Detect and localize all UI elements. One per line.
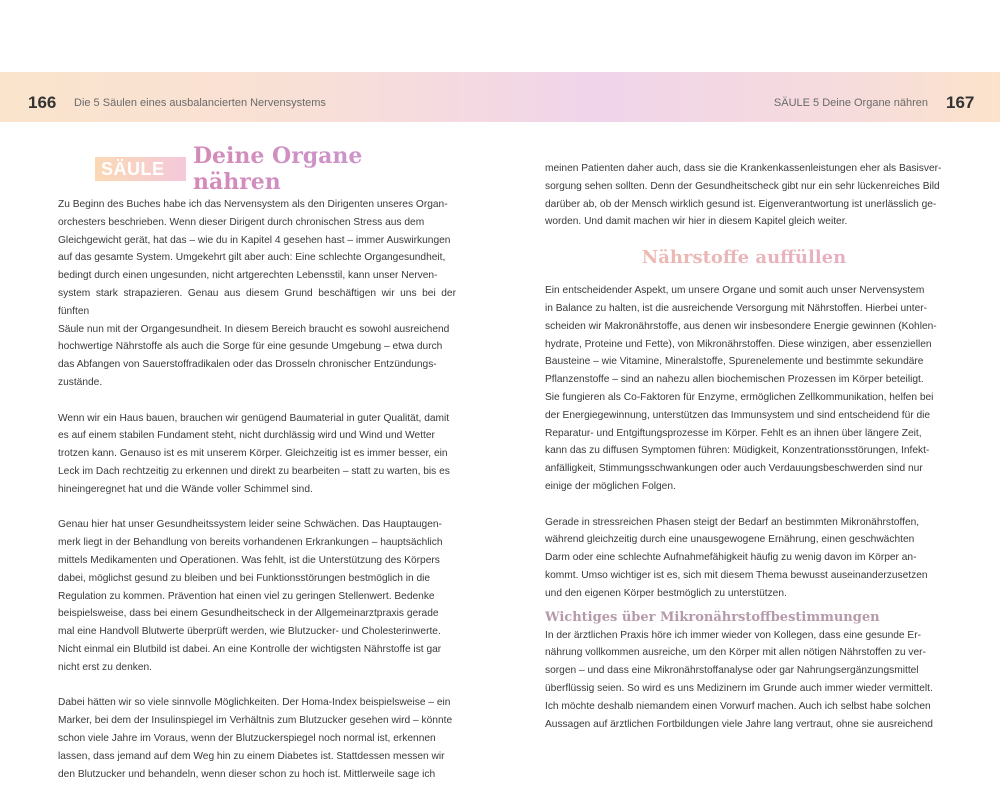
right-page-number: 167 (946, 93, 975, 112)
paragraph: Ein entscheidender Aspekt, um unsere Organe und somit auch unser Nervensystem in Balance zu halten, ist die ausreichende Versorgung mit Nährstoffen. Hierbei unter- scheiden wir Makronährstoffe, aus denen wir insbesondere Energie gewinnen (Kohlen- hydrate, Proteine und Fette), von Mikronährstoffen. Diese winzigen, aber essenziellen Bausteine – wie Vitamine, Mineralstoffe, Spurenelemente und bestimmte sekundäre Pflanzenstoffe – sind an nahezu allen biochemischen Prozessen im Körper beteiligt. Sie fungieren als Co-Faktoren für Enzyme, ermöglichen Zellkommunikation, helfen bei der Energiegewinnung, unterstützen das Immunsystem und sind entscheidend für die Reparatur- und Entgiftungsprozesse im Körper. Fehlt es an ihnen über längere Zeit, kann das zu diffusen Symptomen führen: Müdigkeit, Konzentrationsstörungen, Infekt- anfälligkeit, Stimmungsschwankungen oder auch Verdauungsbeschwerden sind nur einige der möglichen Folgen. (545, 285, 937, 492)
paragraph: Gerade in stressreichen Phasen steigt der Bedarf an bestimmten Mikronährstoffen, während gleichzeitig durch eine unausgewogene Ernährung, einen geschwächten Darm oder eine schlechte Aufnahmefähigkeit häufig zu wenig davon im Körper an- kommt. Umso wichtiger ist es, sich mit diesem Thema bewusst auseinanderzusetzen und den eigenen Körper bestmöglich zu unterstützen. (545, 516, 928, 599)
subsection-title: Wichtiges über Mikronährstoffbestimmungen (545, 609, 880, 625)
right-page-column (545, 160, 943, 733)
left-page-column (58, 143, 456, 783)
paragraph: meinen Patienten daher auch, dass sie die Krankenkassenleistungen eher als Basisver- sorgung sehen sollten. Denn der Gesundheitscheck gibt nur ein sehr lückenreiches Bild darüber ab, ob der Mensch wirklich gesund ist. Eigenverantwortung ist unerlässlich ge- worden. Und damit machen wir hier in diesem Kapitel gleich weiter. (545, 163, 942, 228)
paragraph: In der ärztlichen Praxis höre ich immer wieder von Kollegen, dass eine gesunde Er- nährung vollkommen ausreiche, um den Körper mit allen nötigen Nährstoffen zu ver- sorgen – und dass eine Mikronährstoffanalyse oder gar Nahrungsergänzungsmittel überflüssig seien. So wird es uns Medizinern im Grunde auch immer wieder vermittelt. Ich möchte deshalb niemandem einen Vorwurf machen. Auch ich selbst habe solchen Aussagen auf ärztlichen Fortbildungen viele Jahre lang vertraut, ohne sie ausreichend (545, 629, 933, 730)
chapter-badge: SÄULE 5 (95, 157, 186, 181)
left-page-number: 166 (28, 93, 57, 112)
left-running-title: Die 5 Säulen eines ausbalancierten Nervensystems (74, 97, 326, 109)
paragraph: Wenn wir ein Haus bauen, brauchen wir genügend Baumaterial in guter Qualität, damit es auf einem stabilen Fundament steht, nicht durchlässig wird und Wind und Wetter trotzen kann. Genauso ist es mit unserem Körper. Gleichzeitig ist es immer besser, ein Leck im Dach rechtzeitig zu erkennen und direkt zu bearbeiten – statt zu warten, bis es hineingeregnet hat und die Wände voller Schimmel sind. (58, 412, 450, 495)
right-running-title: SÄULE 5 Deine Organe nähren (773, 97, 928, 109)
paragraph: Genau hier hat unser Gesundheitssystem leider seine Schwächen. Das Hauptaugen- merk liegt in der Behandlung von bereits vorhandenen Erkrankungen – hauptsächlich mittels Medikamenten und Operationen. Was fehlt, ist die Unterstützung des Körpers dabei, möglichst gesund zu bleiben und bei Funktionsstörungen bestmöglich in die Regulation zu kommen. Prävention hat einen viel zu geringen Stellenwert. Bedenke beispielsweise, dass bei einem Gesundheitscheck in der Allgemeinarztpraxis gerade mal eine Handvoll Blutwerte überprüft werden, wie Blutzucker- und Cholesterinwerte. Nicht einmal ein Blutbild ist dabei. An eine Kontrolle der wichtigsten Nährstoffe ist gar nicht erst zu denken. (58, 519, 443, 673)
paragraph: Dabei hätten wir so viele sinnvolle Möglichkeiten. Der Homa-Index beispielsweise – ein Marker, bei dem der Insulinspiegel im Verhältnis zum Blutzucker gesehen wird – könnte schon viele Jahre im Voraus, wenn der Blutzuckerspiegel noch normal ist, erkennen lassen, dass jemand auf dem Weg hin zu einem Diabetes ist. Stattdessen messen wir den Blutzucker und behandeln, wenn dieser schon zu hoch ist. Mittlerweile sage ich (58, 697, 453, 780)
paragraph: Zu Beginn des Buches habe ich das Nervensystem als den Dirigenten unseres Organ- orchesters beschrieben. Wenn dieser Dirigent durch chronischen Stress aus dem Gleichgewicht gerät, hat das – wie du in Kapitel 4 gesehen hast – immer Auswirkungen auf das gesamte System. Umgekehrt gilt aber auch: Eine schlechte Organgesundheit, bedingt durch einen ungesunden, nicht artgerechten Lebensstil, kann unser Nerven- system stark strapazieren. Genau aus diesem Grund beschäftigen wir uns bei der fünften Säule nun mit der Organgesundheit. In diesem Bereich braucht es sowohl ausreichend hochwertige Nährstoffe als auch die Sorge für eine gesunde Umgebung – etwa durch das Abfangen von Sauerstoffradikalen oder das Drosseln chronischer Entzündungs- zustände. (58, 199, 456, 388)
section-title: Nährstoffe auffüllen (545, 247, 943, 268)
chapter-heading (95, 143, 456, 203)
chapter-title: Deine Organe nähren (193, 143, 456, 195)
